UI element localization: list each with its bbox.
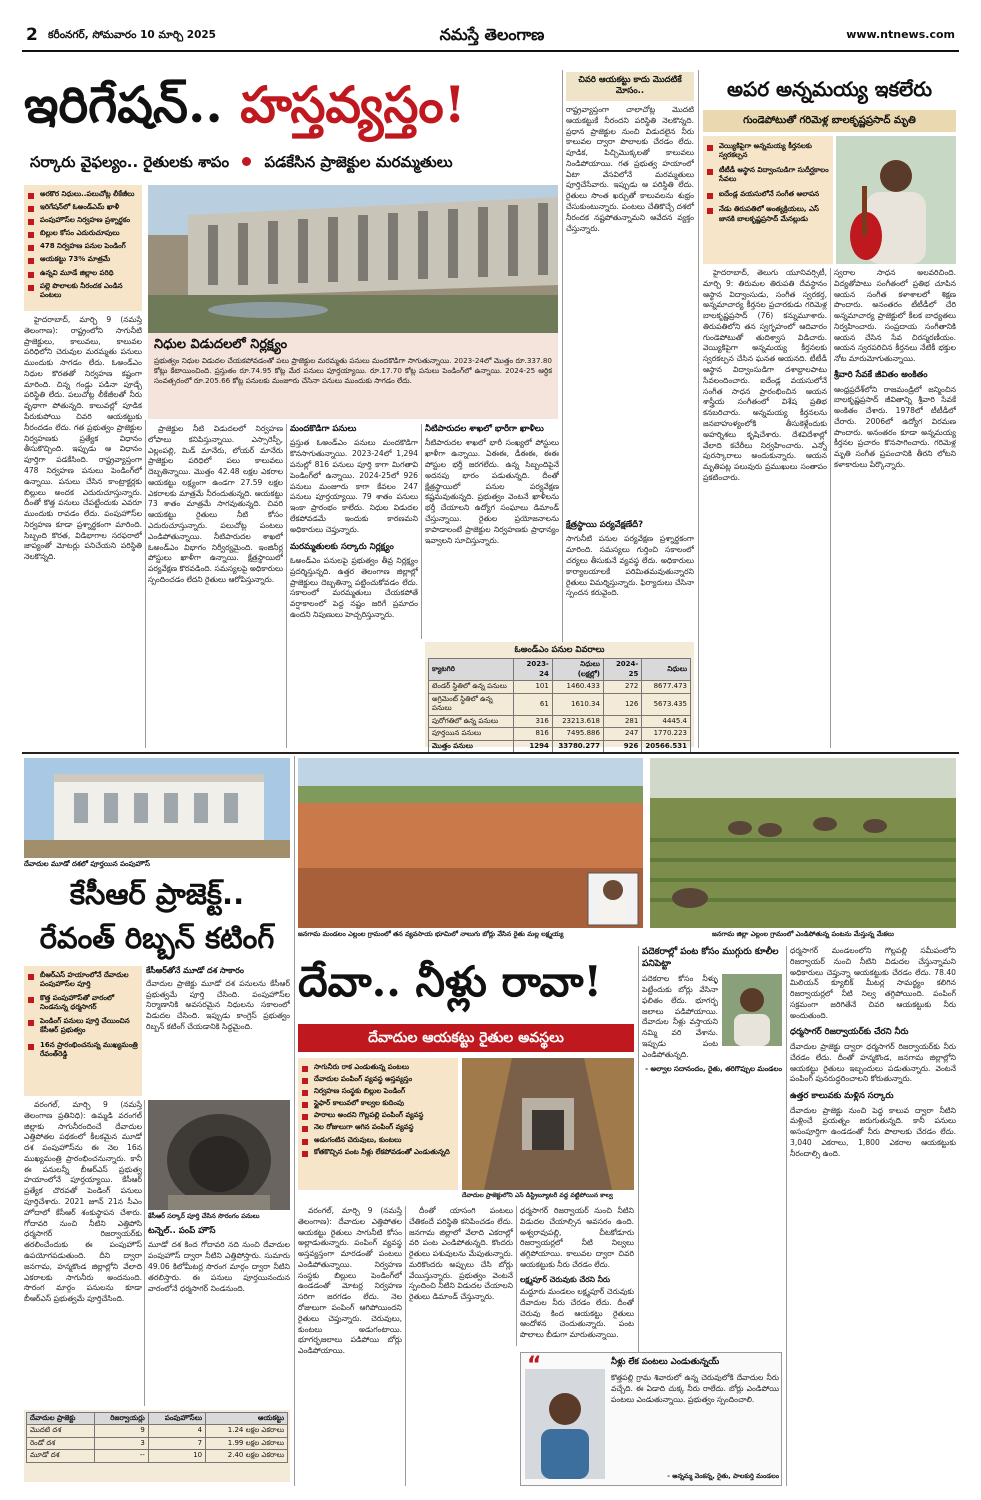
table-row xyxy=(429,728,691,740)
goats-caption: జనగామ జిల్లా ఎల్లంల గ్రామంలో ఎండిపోతున్న పంటను మేస్తున్న మేకలు xyxy=(712,930,894,938)
masthead xyxy=(22,18,959,52)
section-subhead: కేసీఆర్‌తోనే మూడో దశ సాకారం xyxy=(146,966,244,975)
lead-body-col1 xyxy=(24,315,142,748)
table-header: రిజర్వాయర్లు xyxy=(94,1413,148,1425)
devadula-bullets-box xyxy=(298,1058,458,1190)
dam-photo xyxy=(148,185,558,333)
table-cell: 4445.4 xyxy=(642,715,691,727)
body-paragraph: ప్రాజెక్టుల నీటి విడుదలలో నిర్వహణ లోపాలు కనిపిస్తున్నాయి. ఎస్సారెస్పీ, ఎల్లంపల్లి, మిడ్ మానేరు, లోయర్ మానేరు ప్రాజెక్టుల పరిధిలో పలు కాలువలు దెబ్బతిన్నాయి. మొత్తం 42.48 లక్షల ఎకరాల ఆయకట్టు లక్ష్యంగా ఉండగా 27.59 లక్షల ఎకరాలకు మాత్రమే నీరందుతున్నది. ఆయకట్టు 73 శాతం మాత్రమే సాగవుతున్నది. చివరి ఆయకట్టు రైతులు నీటి కోసం ఎదురుచూస్తున్నారు. పలుచోట్ల పంటలు ఎండిపోతున్నాయి. నీటిపారుదల శాఖలో ఓఅండ్ఎం విభాగం నిర్వీర్యమైంది. ఇంజినీర్ల పోస్టులు ఖాళీగా ఉన్నాయి. క్షేత్రస్థాయిలో పర్యవేక్షణ కొరవడింది. సమస్యలపై అధికారులు స్పందించడం లేదని రైతులు ఆరోపిస్తున్నారు. xyxy=(148,424,283,584)
table-cell: టెండర్ స్థితిలో ఉన్న పనులు xyxy=(429,681,514,693)
list-item: స్టైఫార్ కాలువలో కాల్వల కుదింపు xyxy=(302,1099,454,1108)
pumphouse-caption: దేవాదుల మూడో దశలో పూర్తయిన పంపుహౌస్ xyxy=(24,860,150,868)
body-paragraph: రాష్ట్రవ్యాప్తంగా చాలాచోట్ల మొదటి ఆయకట్టుకే నీరందని పరిస్థితి నెలకొన్నది. ప్రధాన ప్రాజెక్టుల నుంచి విడుదలైన నీరు కాలువల ద్వారా పొలాలకు చేరడం లేదు. పూడిక, పిచ్చిమొక్కలతో కాలువలు నిండిపోయాయి. గత ప్రభుత్వ హయాంలో ఏటా వేసవిలోనే మరమ్మతులు పూర్తిచేసేవారు. ఇప్పుడు ఆ పరిస్థితి లేదు. రైతులు సొంత ఖర్చుతో కాలువలను శుభ్రం చేసుకుంటున్నారు. పంటలు చేతికొచ్చే దశలో నీరందక నష్టపోతున్నామని ఆవేదన వ్యక్తం చేస్తున్నారు. xyxy=(566,104,694,233)
tribute-headline: అపర అన్నమయ్య ఇకలేరు xyxy=(727,77,932,101)
dateline: కరీంనగర్, సోమవారం 10 మార్చి 2025 xyxy=(48,29,216,41)
list-item: నెల రోజులుగా ఆగిన పంపింగ్ వ్యవస్థ xyxy=(302,1123,454,1132)
lead-col3 xyxy=(290,424,418,748)
section-subhead: క్షేత్రస్థాయి పర్యవేక్షణేదీ? xyxy=(566,520,644,530)
farmer1-photo xyxy=(722,974,782,1046)
body-paragraph: ఓఅండ్ఎం పనులపై ప్రభుత్వం తీవ్ర నిర్లక్ష్యం ప్రదర్శిస్తున్నది. ఉత్తర తెలంగాణ జిల్లాల్లో ప్రాజెక్టులు దెబ్బతిన్నా పట్టించుకోవడం లేదు. సకాలంలో మరమ్మతులు చేయకపోతే వర్షాకాలంలో పెద్ద నష్టం జరిగే ప్రమాదం ఉందని నిపుణులు హెచ్చరిస్తున్నారు. xyxy=(290,555,418,619)
table-cell: మొదటి దశ xyxy=(27,1425,95,1437)
table-header-row xyxy=(27,1413,288,1425)
tunnel-illustration xyxy=(148,1100,290,1210)
list-item: బీఆర్ఎస్ హయాంలోనే దేవాదుల పంపుహౌస్‌ల పూర్తి xyxy=(28,971,138,989)
lead-headline xyxy=(24,62,564,148)
goats-photo xyxy=(650,758,956,928)
farmer2-portrait xyxy=(525,1369,605,1479)
section-rule xyxy=(22,752,959,754)
body-paragraph: ప్రస్తుత ఓఅండ్ఎం పనులు మందకొడిగా కొనసాగుతున్నాయి. 2023-24లో 1,294 పనుల్లో 816 పనులు పూర్తి కాగా మిగతావి పెండింగ్‌లో ఉన్నాయి. 2024-25లో 926 పనులు మంజూరు కాగా కేవలం 247 పనులు పూర్తయ్యాయి. 79 శాతం పనులు ఇంకా ప్రారంభం కాలేదు. నిధుల విడుదల లేకపోవడమే ఇందుకు కారణమని అధికారులు చెప్తున్నారు. xyxy=(290,438,418,534)
dry-field-caption: జనగామ మండలం ఎల్లంల గ్రామంలో తన వ్యవసాయ భూమిలో నాలుగు బోర్లు వేసిన రైతు మల్ల లక్ష్మయ్య xyxy=(298,930,564,938)
table-cell: రెండో దశ xyxy=(27,1437,95,1449)
body-paragraph: నీటిపారుదల శాఖలో భారీ సంఖ్యలో పోస్టులు ఖాళీగా ఉన్నాయి. ఏఈఈ, డీఈఈ, ఈఈ పోస్టుల భర్తీ జరగలేదు. ఉన్న సిబ్బందిపైనే అదనపు భారం పడుతున్నది. దీంతో క్షేత్రస్థాయిలో పనుల పర్యవేక్షణ కష్టమవుతున్నది. ప్రభుత్వం వెంటనే ఖాళీలను భర్తీ చేయాలని ఉద్యోగ సంఘాలు డిమాండ్ చేస్తున్నాయి. రైతుల ప్రయోజనాలను కాపాడాలంటే ప్రాజెక్టుల నిర్వహణకు ప్రాధాన్యం ఇవ్వాలని సూచిస్తున్నారు. xyxy=(425,438,559,545)
table-header: 2023-24 xyxy=(514,659,552,681)
dry-canal-illustration xyxy=(462,1058,634,1190)
list-item: పల్లె పొలాలకు నీరందక ఎండిన పంటలు xyxy=(28,282,138,300)
tunnel-caption: కేసీఆర్ సర్కార్ పూర్తి చేసిన సొరంగం పనులు xyxy=(148,1212,260,1220)
column-rule xyxy=(405,1206,406,1486)
lead-subheadline xyxy=(30,152,560,176)
lead-subheadline-b: పడకేసిన ప్రాజెక్టుల మరమ్మతులు xyxy=(264,153,453,171)
body-paragraph: హైదరాబాద్, తెలుగు యూనివర్సిటీ, మార్చి 9: తిరుమల తిరుపతి దేవస్థానం ఆస్థాన విద్వాంసుడు, సంగీత స్వరకర్త, అన్నమాచార్య కీర్తనల ప్రచారకుడు గరిమెళ్ల బాలకృష్ణప్రసాద్ (76) కన్నుమూశారు. తిరుపతిలోని తన స్వగృహంలో ఆదివారం గుండెపోటుతో తుదిశ్వాస విడిచారు. వెయ్యికిపైగా అన్నమయ్య కీర్తనలకు స్వరకల్పన చేసిన ఘనత ఆయనది. టీటీడీ ఆస్థాన విద్వాంసుడిగా దశాబ్దాలపాటు సేవలందించారు. ఐదేండ్ల వయసులోనే సంగీత సాధన ప్రారంభించిన ఆయన శాస్త్రీయ సంగీతంలో విశేష ప్రతిభ కనబరిచారు. అన్నమయ్య కీర్తనలను జనబాహుళ్యంలోకి తీసుకెళ్లేందుకు అహర్నిశలు కృషిచేశారు. దేశవిదేశాల్లో వేలాది కచేరీలు నిర్వహించారు. ఎన్నో పురస్కారాలు అందుకున్నారు. ఆయన మృతిపట్ల పలువురు ప్రముఖులు సంతాపం ప్రకటించారు. xyxy=(703,268,827,482)
dam-photo-caption-box xyxy=(148,333,558,419)
table-cell: 3 xyxy=(94,1437,148,1449)
body-paragraph: దేవాదుల ప్రాజెక్టు మూడో దశ పనులను కేసీఆర్ ప్రభుత్వమే పూర్తి చేసింది. పంపుహౌస్‌ల నిర్మాణానికి అవసరమైన నిధులను సకాలంలో విడుదల చేసింది. ఇప్పుడు కాంగ్రెస్ ప్రభుత్వం రిబ్బన్ కటింగ్ చేయడానికి సిద్ధమైంది. xyxy=(146,978,290,1031)
section-subhead: నీటిపారుదల శాఖలో భారీగా ఖాళీలు xyxy=(425,424,544,434)
table-cell: 23213.618 xyxy=(552,715,603,727)
farmer2-name: - అన్నమ్మ వెంకన్న, రైతు, పాలకుర్తి మండలం xyxy=(667,1472,779,1480)
body-paragraph: దేవాదుల ప్రాజెక్టు ద్వారా ధర్మసాగర్ రిజర్వాయర్‌కు నీరు చేరడం లేదు. దీంతో హన్మకొండ, జనగామ జిల్లాల్లోని ఆయకట్టు రైతులు ఇబ్బందులు పడుతున్నారు. వెంటనే పంపింగ్ పునరుద్ధరించాలని కోరుతున్నారు. xyxy=(790,1041,956,1084)
body-paragraph: ఆంధ్రప్రదేశ్‌లోని రాజమండ్రిలో జన్మించిన బాలకృష్ణప్రసాద్ జీవితాన్ని శ్రీవారి సేవకే అంకితం చేశారు. 1978లో టీటీడీలో చేరారు. 2006లో ఉద్యోగ విరమణ పొందారు. అనంతరం కూడా అన్నమయ్య కీర్తనల ప్రచారం కొనసాగించారు. గరిమెళ్ల మృతి సంగీత ప్రపంచానికి తీరని లోటని కళాకారులు పేర్కొన్నారు. xyxy=(834,384,956,469)
table-header: 2024-25 xyxy=(603,659,641,681)
table-cell: 101 xyxy=(514,681,552,693)
list-item: కోతకొచ్చిన పంట నీళ్లు లేకపోవడంతో ఎండుతున్నది xyxy=(302,1148,454,1157)
table-cell: అగ్రిమెంట్ స్థితిలో ఉన్న పనులు xyxy=(429,693,514,715)
table-cell: 20566.531 xyxy=(642,740,691,752)
list-item: ఉన్నవి మూడే జిల్లాల పరిధి xyxy=(28,269,138,278)
body-paragraph: స్వరాల సాధన అలవరిచింది. విద్యతోపాటు సంగీతంలో ప్రతిభ చూపిన ఆయన సంగీత కళాశాలలో శిక్షణ పొందారు. అనంతరం టీటీడీలో చేరి అన్నమాచార్య ప్రాజెక్టులో కీలక బాధ్యతలు నిర్వహించారు. సంప్రదాయ సంగీతానికి ఆయన చేసిన సేవ చిరస్మరణీయం. ఆయన స్వరపరిచిన కీర్తనలు నేటికీ భక్తుల నోట మారుమోగుతున్నాయి. xyxy=(834,268,956,364)
dry-field-photo xyxy=(298,758,643,928)
devadula-bullet-list xyxy=(302,1063,454,1157)
kcr-bullet-list xyxy=(28,971,138,1059)
lead-col5 xyxy=(566,72,694,517)
table-header: పంపుహౌస్‌లు xyxy=(148,1413,205,1425)
table-cell: 316 xyxy=(514,715,552,727)
list-item: ఇరిగేషన్‌లో ఓఅండ్ఎమ్ ఖాళీ xyxy=(28,203,138,212)
list-item: నిర్వహణ సంస్థకు బిల్లుల పెండింగ్ xyxy=(302,1087,454,1096)
masthead-rule xyxy=(22,50,959,52)
table-cell: మూడో దశ xyxy=(27,1450,95,1462)
table-cell: 5673.435 xyxy=(642,693,691,715)
tunnel-photo xyxy=(148,1100,290,1210)
section-subhead: శ్రీవారి సేవకే జీవితం అంకితం xyxy=(834,370,928,381)
farmer2-box xyxy=(520,1352,782,1486)
tribute-body-col2 xyxy=(834,268,956,748)
table-cell: 926 xyxy=(603,740,641,752)
devadula-headline: దేవా.. నీళ్లు రావా! xyxy=(298,957,602,1006)
list-item: పారాలు అందని గొల్లపల్లి పంపింగ్ వ్యవస్థ xyxy=(302,1111,454,1120)
table-cell: 4 xyxy=(148,1425,205,1437)
tribute-subheadline: గుండెపోటుతో గరిమెళ్ల బాలకృష్ణప్రసాద్ మృతి xyxy=(703,110,956,132)
table-cell: 33780.277 xyxy=(552,740,603,752)
table-row xyxy=(429,715,691,727)
dry-canal-caption: దేవాదుల ప్రాజెక్టులోని ఎస్ డిస్ట్రిబ్యూటరీ వద్ద వట్టిపోయిన కాల్వ xyxy=(462,1192,613,1199)
table-title: ఓఅండ్ఎం పనుల వివరాలు xyxy=(514,645,605,655)
devadula-body-col3 xyxy=(520,1206,634,1346)
table-cell: 2.40 లక్షల ఎకరాలు xyxy=(206,1450,288,1462)
section-subhead: ధర్మసాగర్ రిజర్వాయర్‌కు చేరని నీరు xyxy=(790,1027,909,1038)
column-rule xyxy=(830,268,831,748)
page-number: 2 xyxy=(26,25,38,45)
devadula-body-col1 xyxy=(298,1206,402,1486)
list-item: వెయ్యికిపైగా అన్నమయ్య కీర్తనలకు స్వరకల్పన xyxy=(707,142,829,160)
list-item: 478 నిర్వహణ పనుల పెండింగ్ xyxy=(28,242,138,251)
column-rule xyxy=(145,420,146,748)
column-rule xyxy=(786,946,787,1486)
table-row xyxy=(27,1450,288,1462)
table-cell: 281 xyxy=(603,715,641,727)
table-header: ఆయకట్టు xyxy=(206,1413,288,1425)
body-paragraph: ధర్మసాగర్ రిజర్వాయర్ నుంచి నీటిని విడుదల చేయాల్సిన అవసరం ఉంది. అశ్వరావుపల్లి, చీటకోడూరు రిజర్వాయర్లలో నీటి నిల్వలు తగ్గిపోయాయి. కాలువల ద్వారా చివరి ఆయకట్టుకు నీరు చేరడం లేదు. xyxy=(520,1206,634,1269)
body-paragraph: వరంగల్, మార్చి 9 (నమస్తే తెలంగాణ ప్రతినిధి): ఉమ్మడి వరంగల్ జిల్లాకు సాగునీరందించే దేవాదుల ఎత్తిపోతల పథకంలో కీలకమైన మూడో దశ పంపుహౌస్‌ను ఈ నెల 16న ముఖ్యమంత్రి ప్రారంభించనున్నారు. కానీ ఈ పనులన్నీ బీఆర్ఎస్ ప్రభుత్వ హయాంలోనే పూర్తయ్యాయి. కేసీఆర్ ప్రత్యేక చొరవతో పెండింగ్ పనులు పూర్తిచేశారు. 2021 జూన్ 21న సీఎం హోదాలో కేసీఆర్ శంకుస్థాపన చేశారు. గోదావరి నుంచి నీటిని ఎత్తిపోసి ధర్మసాగర్ రిజర్వాయర్‌కు తరలించేందుకు ఈ పంపుహౌస్ ఉపయోగపడుతుంది. దీని ద్వారా జనగామ, హన్మకొండ జిల్లాల్లోని వేలాది ఎకరాలకు సాగునీరు అందనుంది. సొరంగ మార్గం పనులను కూడా బీఆర్ఎస్ ప్రభుత్వమే పూర్తిచేసింది. xyxy=(24,1100,142,1304)
list-item: దేవాదుల పంపింగ్ వ్యవస్థ అస్తవ్యస్తం xyxy=(302,1075,454,1084)
table-cell: 126 xyxy=(603,693,641,715)
section-subhead: మరమ్మతులకు సర్కారు నిర్లక్ష్యం xyxy=(290,541,394,552)
bullet-dot-icon xyxy=(242,157,251,166)
farmer1-headline: పదెకరాల్లో పంట కోసం ముగ్గురు కూలీల పనిపెట్టా xyxy=(642,947,779,970)
table-header: నిధులు (లక్షల్లో) xyxy=(552,659,603,681)
dry-field-illustration xyxy=(298,758,643,928)
section-subhead: మందకొడిగా పనులు xyxy=(290,424,357,434)
column-rule xyxy=(516,1206,517,1346)
list-item: పంపుహౌస్‌ల నిర్వహణ ప్రశ్నార్థకం xyxy=(28,216,138,225)
kcr-headline xyxy=(24,872,290,964)
devadula-stage-table-box xyxy=(24,1410,290,1482)
table-cell: 7495.886 xyxy=(552,728,603,740)
farmer1-portrait xyxy=(722,974,782,1046)
farmer1-box xyxy=(642,946,782,1246)
table-cell: 1610.34 xyxy=(552,693,603,715)
table-cell: 1.24 లక్షల ఎకరాలు xyxy=(206,1425,288,1437)
tunnel-box xyxy=(148,1226,290,1406)
list-item: టీటీడీ ఆస్థాన విద్వాంసుడిగా సుదీర్ఘకాలం సేవలు xyxy=(707,166,829,184)
section-subhead: లక్ష్మపూర్ చెరువుకు చేరని నీరు xyxy=(520,1274,611,1284)
body-paragraph: ధర్మసాగర్ మండలంలోని గొల్లపల్లి సమీపంలోని రిజర్వాయర్ నుంచి నీటిని విడుదల చేస్తున్నామని అధికారులు చెప్తున్నా ఆయకట్టుకు చేరడం లేదు. 78.40 మిలియన్ క్యూబిక్ మీటర్ల సామర్థ్యం కలిగిన రిజర్వాయర్లలో నీటి నిల్వ తగ్గిపోయింది. పంపింగ్ సక్రమంగా జరిగితేనే చివరి ఆయకట్టుకు నీరు అందుతుంది. xyxy=(790,946,956,1020)
tribute-bullets-box xyxy=(703,136,833,264)
column-rule xyxy=(421,424,422,639)
musician-illustration xyxy=(836,136,956,264)
table-cell: 1770.223 xyxy=(642,728,691,740)
table-cell: -- xyxy=(94,1450,148,1462)
lead-col6 xyxy=(566,520,694,640)
section-subhead: ఉత్తర కాలువకు మళ్లిన సర్కారు xyxy=(790,1091,894,1102)
om-table xyxy=(428,658,691,753)
section-subhead: టన్నెల్.. పంప్ హౌస్ xyxy=(148,1226,216,1236)
devadula-banner: దేవాదుల ఆయకట్టు రైతుల అవస్థలు xyxy=(298,1024,634,1052)
table-cell: పూర్తయిన పనులు xyxy=(429,728,514,740)
farmer1-name: - అల్వాల సదానందం, రైతు, తరిగొప్పుల మండలం xyxy=(645,1064,782,1073)
table-header-row xyxy=(429,659,691,681)
table-cell: 1.99 లక్షల ఎకరాలు xyxy=(206,1437,288,1449)
list-item: అరకొర నిధులు..పలుచోట్ల లీకేజీలు xyxy=(28,190,138,199)
list-item: ఐదేండ్ల వయసులోనే సంగీత ఆలాపన xyxy=(707,190,829,199)
table-cell: 272 xyxy=(603,681,641,693)
table-cell: 7 xyxy=(148,1437,205,1449)
lead-headline-part1: ఇరిగేషన్.. xyxy=(24,75,241,134)
table-cell: 816 xyxy=(514,728,552,740)
devadula-body-col2 xyxy=(409,1206,513,1486)
column-rule xyxy=(144,1100,145,1406)
dry-canal-photo xyxy=(462,1058,634,1190)
quote-mark-icon: “ xyxy=(527,1353,542,1378)
table-cell: మొత్తం పనులు xyxy=(429,740,514,752)
body-paragraph: దేవాదుల ప్రాజెక్టు నుంచి పెద్ద కాలువ ద్వారా నీటిని మళ్లించే ప్రయత్నం జరుగుతున్నది. కానీ పనులు అసంపూర్తిగా ఉండడంతో నీరు పొలాలకు చేరడం లేదు. 3,040 ఎకరాలు, 1,800 ఎకరాల ఆయకట్టుకు నీరందాల్సి ఉంది. xyxy=(790,1105,956,1158)
paper-name: నమస్తే తెలంగాణ xyxy=(439,25,545,44)
photo-caption-text: ప్రభుత్వం నిధుల విడుదల చేయకపోవడంతో పలు ప్రాజెక్టుల మరమ్మతు పనులు మందకొడిగా సాగుతున్నాయి. 2023-24లో మొత్తం రూ.337.80 కోట్లు కేటాయించింది. ప్రస్తుతం రూ.74.95 కోట్ల మేర పనులు పూర్తయ్యాయి. రూ.17.70 కోట్ల పనులు పెండింగ్‌లో ఉన్నాయి. 2024-25 ఆర్థిక సంవత్సరంలో రూ.205.66 కోట్ల పనులకు మంజూరు చేసినా పనులు ముందుకు సాగడం లేదు. xyxy=(154,355,552,385)
list-item: 16న ప్రారంభించనున్న ముఖ్యమంత్రి రేవంత్‌రెడ్డి xyxy=(28,1041,138,1059)
table-row xyxy=(27,1437,288,1449)
table-cell: 247 xyxy=(603,728,641,740)
photo-caption-title: నిధుల విడుదలలో నిర్లక్ష్యం xyxy=(154,337,288,352)
devadula-right-col xyxy=(790,946,956,1486)
body-paragraph: మద్దూరు మండలం లక్ష్మపూర్ చెరువుకు దేవాదుల నీరు చేరడం లేదు. దీంతో చెరువు కింద ఆయకట్టు రైతులు ఆందోళన చెందుతున్నారు. పంట పొలాలు బీడుగా మారుతున్నాయి. xyxy=(520,1286,634,1340)
body-paragraph: హైదరాబాద్, మార్చి 9 (నమస్తే తెలంగాణ): రాష్ట్రంలోని సాగునీటి ప్రాజెక్టులు, కాలువలు, కాలువల పరిధిలోని చెరువుల మరమ్మతు పనులు ముందుకు సాగడం లేదు. ఓఅండ్ఎం నిధుల కొరతతో నిర్వహణ కష్టంగా మారింది. చిన్న గండ్లు పడినా పూడ్చే పరిస్థితి లేదు. పలుచోట్ల లీకేజీలతో నీరు వృథాగా పోతున్నది. కాలువల్లో పూడిక పేరుకుపోయి చివరి ఆయకట్టుకు నీరందడం లేదు. గత ప్రభుత్వం ప్రాజెక్టుల నిర్వహణకు ప్రత్యేక విధానం తీసుకొచ్చింది. ఇప్పుడు ఆ విధానం పూర్తిగా పడకేసింది. రాష్ట్రవ్యాప్తంగా 478 నిర్వహణ పనులు పెండింగ్‌లో ఉన్నాయి. పనులు చేసిన కాంట్రాక్టర్లకు బిల్లులు అందక ఎదురుచూస్తున్నారు. దీంతో కొత్త పనులు చేపట్టేందుకు ఎవరూ ముందుకు రావడం లేదు. పంపుహౌస్‌ల నిర్వహణ కూడా ప్రశ్నార్థకంగా మారింది. సిబ్బంది కొరత, విడిభాగాల సరఫరాలో జాప్యంతో మోటర్లు పనిచేయని పరిస్థితి నెలకొన్నది. xyxy=(24,315,142,562)
column-rule xyxy=(286,424,287,748)
kcr-headline-line1: కేసీఆర్ ప్రాజెక్ట్.. xyxy=(69,877,245,911)
table-cell: 10 xyxy=(148,1450,205,1462)
table-cell: 9 xyxy=(94,1425,148,1437)
kcr-side-box xyxy=(146,966,290,1096)
kcr-body-col1 xyxy=(24,1100,142,1406)
table-cell: 1294 xyxy=(514,740,552,752)
list-item: బిల్లుల కోసం ఎదురుచూపులు xyxy=(28,229,138,238)
lead-body-col2 xyxy=(148,424,283,748)
table-row xyxy=(429,740,691,752)
table-cell: 61 xyxy=(514,693,552,715)
table-header: క్యాటగిరి xyxy=(429,659,514,681)
section-subhead: చివరి ఆయకట్టు కాదు మొదటికే మోసం.. xyxy=(566,72,694,101)
lead-headline-part2: హస్తవ్యస్తం! xyxy=(240,75,466,134)
lead-bullet-list xyxy=(28,190,138,300)
body-paragraph: వరంగల్, మార్చి 9 (నమస్తే తెలంగాణ): దేవాదుల ఎత్తిపోతల ఆయకట్టు రైతులు సాగునీటి కోసం అల్లాడుతున్నారు. పంపింగ్ వ్యవస్థ అస్తవ్యస్తంగా మారడంతో పంటలు ఎండిపోతున్నాయి. నిర్వహణ సంస్థకు బిల్లులు పెండింగ్‌లో ఉండడంతో మోటర్ల నిర్వహణ సరిగా జరగడం లేదు. నెల రోజులుగా పంపింగ్ ఆగిపోయిందని రైతులు చెప్తున్నారు. చెరువులు, కుంటలు అడుగంటాయి. భూగర్భజలాలు పడిపోయి బోర్లు ఎండిపోయాయి. xyxy=(298,1206,402,1356)
table-row xyxy=(429,693,691,715)
dam-illustration xyxy=(148,185,558,333)
list-item: పెండింగ్ పనులు పూర్తి చేయించిన కేసీఆర్ ప్రభుత్వం xyxy=(28,1017,138,1035)
musician-photo xyxy=(836,136,956,264)
farmer2-quote: కొత్తపల్లి గ్రామ శివారులో ఉన్న చెరువులోకి దేవాదుల నీరు వచ్చేది. ఈ ఏడాది చుక్క నీరు రాలేదు. బోర్లు ఎండిపోయి పంటలు ఎండుతున్నాయి. ప్రభుత్వం స్పందించాలి. xyxy=(611,1373,779,1404)
farmer1-quote: పదెకరాల కోసం నీళ్ళు పెట్టేందుకు బోర్లు వేసినా ఫలితం లేదు. భూగర్భ జలాలు పడిపోయాయి. దేవాదుల నీళ్లు వస్తాయని నమ్మి వరి వేశాను. ఇప్పుడు పంట ఎండిపోతున్నది. xyxy=(642,974,718,1059)
farmer2-photo xyxy=(525,1369,605,1479)
pumphouse-photo xyxy=(24,758,290,858)
table-row xyxy=(429,681,691,693)
column-rule xyxy=(698,70,699,748)
om-table-box xyxy=(425,642,694,750)
body-paragraph: సాగునీటి పనుల పర్యవేక్షణ ప్రశ్నార్థకంగా మారింది. సమస్యలు గుర్తించి సకాలంలో చర్యలు తీసుకునే వ్యవస్థ లేదు. అధికారులు కార్యాలయాలకే పరిమితమవుతున్నారని రైతులు విమర్శిస్తున్నారు. ఫిర్యాదులు చేసినా స్పందన కరువైంది. xyxy=(566,534,694,598)
list-item: సాగునీరు రాక ఎండుతున్న పంటలు xyxy=(302,1063,454,1072)
body-paragraph: మూడో దశ కింద గోదావరి నది నుంచి దేవాదుల పంపుహౌస్ ద్వారా నీటిని ఎత్తిపోస్తారు. సుమారు 49.06 కిలోమీటర్ల సొరంగ మార్గం ద్వారా నీటిని తరలిస్తారు. ఈ పనులు పూర్తయినందున వారంలోనే ధర్మసాగర్ నిండనుంది. xyxy=(148,1240,290,1293)
list-item: కొత్త పంపుహౌస్‌తో వారంలో నిండనున్న ధర్మసాగర్ xyxy=(28,994,138,1012)
tribute-body-col1 xyxy=(703,268,827,748)
pumphouse-illustration xyxy=(24,758,290,858)
table-row xyxy=(27,1425,288,1437)
farmer2-headline: నీళ్లు లేక పంటలు ఎండుతున్నయ్ xyxy=(611,1357,720,1367)
table-header: నిధులు xyxy=(642,659,691,681)
goats-illustration xyxy=(650,758,956,928)
list-item: నేడు తిరుపతిలో అంత్యక్రియలు, ఎస్ జానకి బాలకృష్ణప్రసాద్ మేనల్లుడు xyxy=(707,205,829,223)
table-header: దేవాదుల ప్రాజెక్టు xyxy=(27,1413,95,1425)
kcr-headline-line2: రేవంత్ రిబ్బన్ కటింగ్ xyxy=(39,921,275,955)
list-item: అడుగంటిన చెరువులు, కుంటలు xyxy=(302,1136,454,1145)
column-rule xyxy=(294,756,295,1486)
lead-col4 xyxy=(425,424,559,639)
body-paragraph: దీంతో యాసంగి పంటలు చేతికందే పరిస్థితి కనిపించడం లేదు. జనగామ జిల్లాలో వేలాది ఎకరాల్లో వరి పంట ఎండిపోతున్నది. కొందరు రైతులు పశువులను మేపుతున్నారు. మరికొందరు అప్పులు చేసి బోర్లు వేయిస్తున్నారు. ప్రభుత్వం వెంటనే స్పందించి నీటిని విడుదల చేయాలని రైతులు డిమాండ్ చేస్తున్నారు. xyxy=(409,1206,513,1302)
list-item: ఆయకట్టు 73% మాత్రమే xyxy=(28,255,138,264)
table-cell: 1460.433 xyxy=(552,681,603,693)
lead-bullets-box xyxy=(24,185,142,311)
table-cell: 8677.473 xyxy=(642,681,691,693)
tribute-bullet-list xyxy=(707,142,829,224)
devadula-stage-table xyxy=(26,1412,288,1463)
kcr-bullets-box xyxy=(24,966,142,1096)
website[interactable]: www.ntnews.com xyxy=(846,28,955,41)
table-cell: పురోగతిలో ఉన్న పనులు xyxy=(429,715,514,727)
lead-subheadline-a: సర్కారు వైఫల్యం.. రైతులకు శాపం xyxy=(30,153,230,171)
